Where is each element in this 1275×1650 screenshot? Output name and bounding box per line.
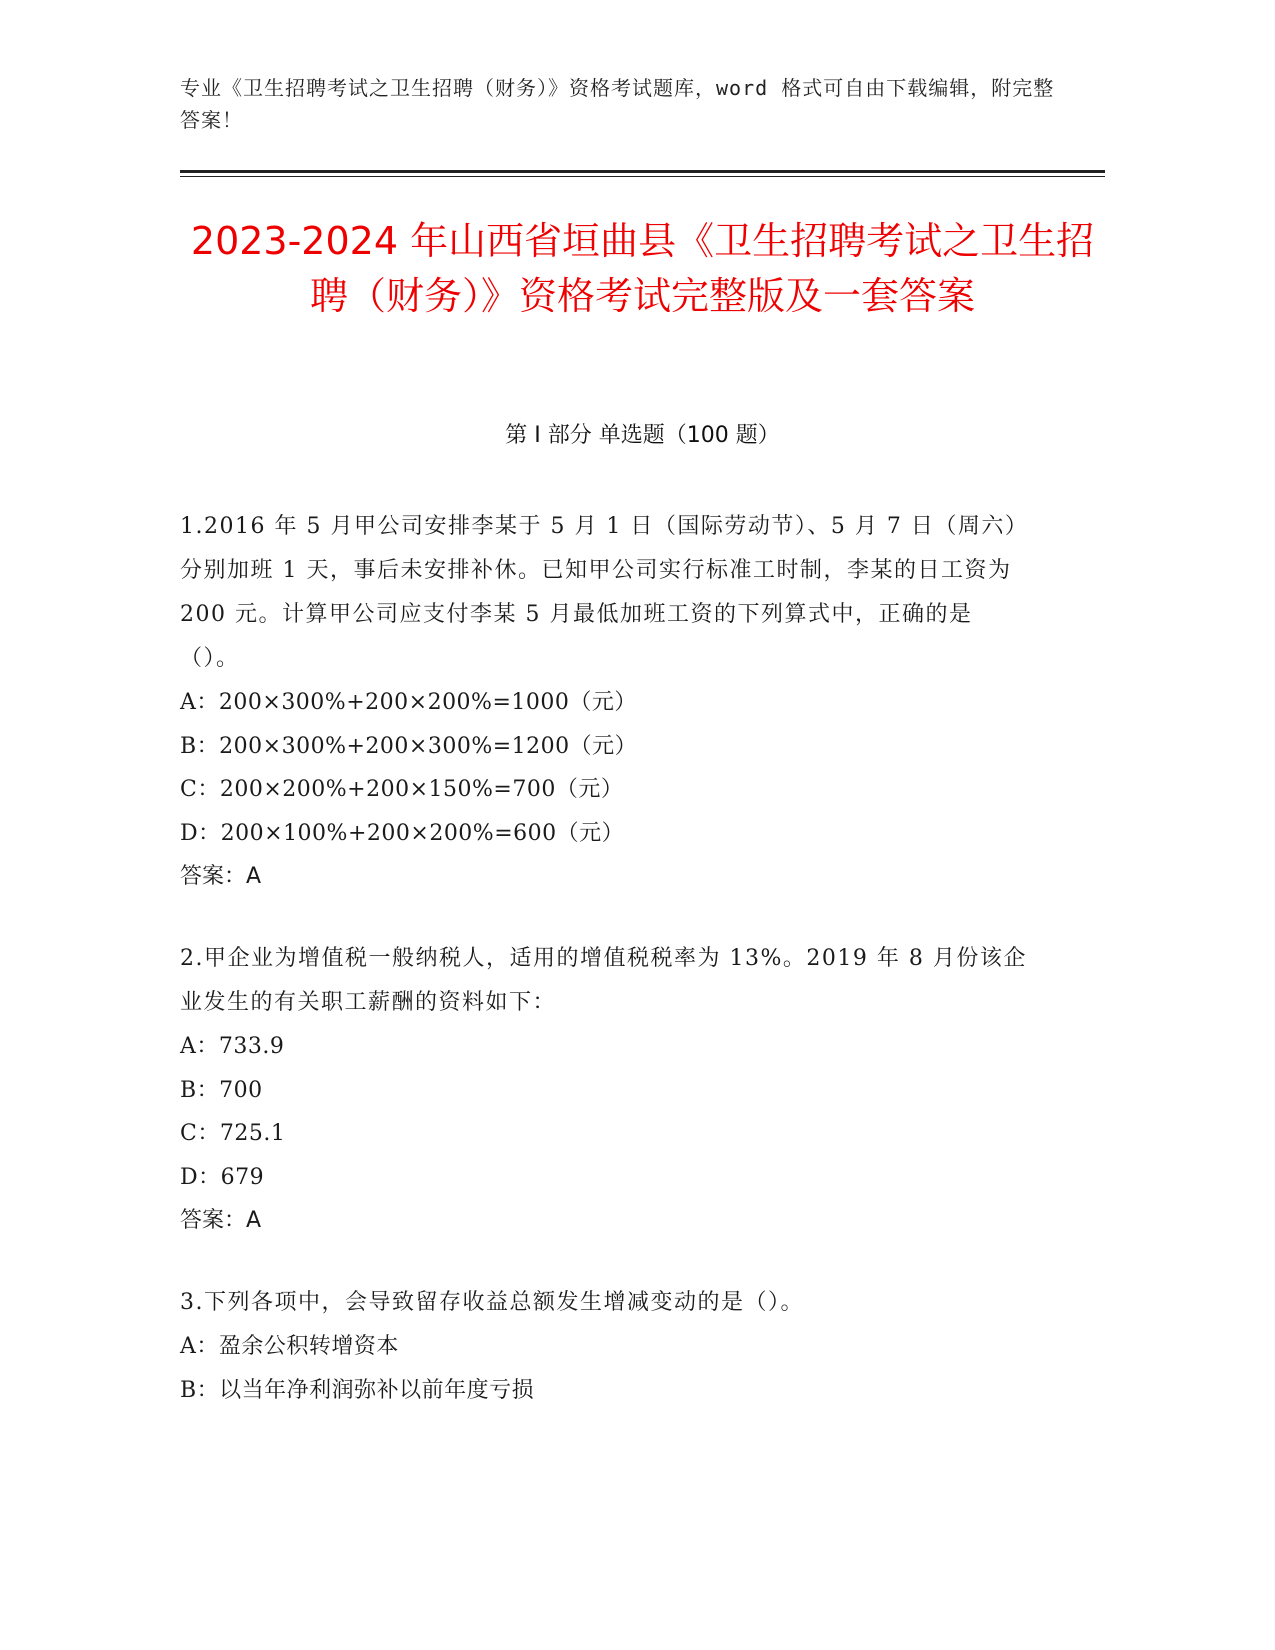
question-stem: 3.下列各项中，会导致留存收益总额发生增减变动的是（）。 <box>180 1290 804 1315</box>
option-c: C：200×200%+200×150%=700（元） <box>180 777 624 802</box>
header-note: 专业《卫生招聘考试之卫生招聘（财务）》资格考试题库，word 格式可自由下载编辑，附完整答案！ <box>180 76 1055 132</box>
section-heading: 第 I 部分 单选题（100 题） <box>505 423 780 448</box>
header-rule-thick <box>180 170 1105 173</box>
option-a: A：733.9 <box>180 1034 285 1059</box>
option-b: B：700 <box>180 1077 263 1103</box>
option-d: D：679 <box>180 1164 265 1190</box>
option-a: A：200×300%+200×200%=1000（元） <box>180 690 637 715</box>
option-a: A：盈余公积转增资本 <box>180 1334 399 1359</box>
document-title: 2023-2024 年山西省垣曲县《卫生招聘考试之卫生招聘（财务）》资格考试完整版及一套答案 <box>190 219 1095 318</box>
answer: 答案：A <box>180 1208 262 1233</box>
header-rule-thin <box>180 176 1105 177</box>
question-2 <box>180 937 1030 1243</box>
question-list <box>180 505 1030 1450</box>
answer: 答案：A <box>180 864 262 889</box>
option-b: B：以当年净利润弥补以前年度亏损 <box>180 1377 535 1403</box>
option-b: B：200×300%+200×300%=1200（元） <box>180 733 638 759</box>
question-3 <box>180 1281 1030 1412</box>
question-1 <box>180 505 1030 899</box>
option-c: C：725.1 <box>180 1121 286 1146</box>
question-stem: 1.2016 年 5 月甲公司安排李某于 5 月 1 日（国际劳动节）、5 月 7 日（周六）分别加班 1 天，事后未安排补休。已知甲公司实行标准工时制，李某的日工资为 200 元。计算甲公司应支付李某 5 月最低加班工资的下列算式中，正确的是（）。 <box>180 514 1029 671</box>
option-d: D：200×100%+200×200%=600（元） <box>180 820 625 846</box>
question-stem: 2.甲企业为增值税一般纳税人，适用的增值税税率为 13%。2019 年 8 月份该企业发生的有关职工薪酬的资料如下： <box>180 946 1027 1015</box>
